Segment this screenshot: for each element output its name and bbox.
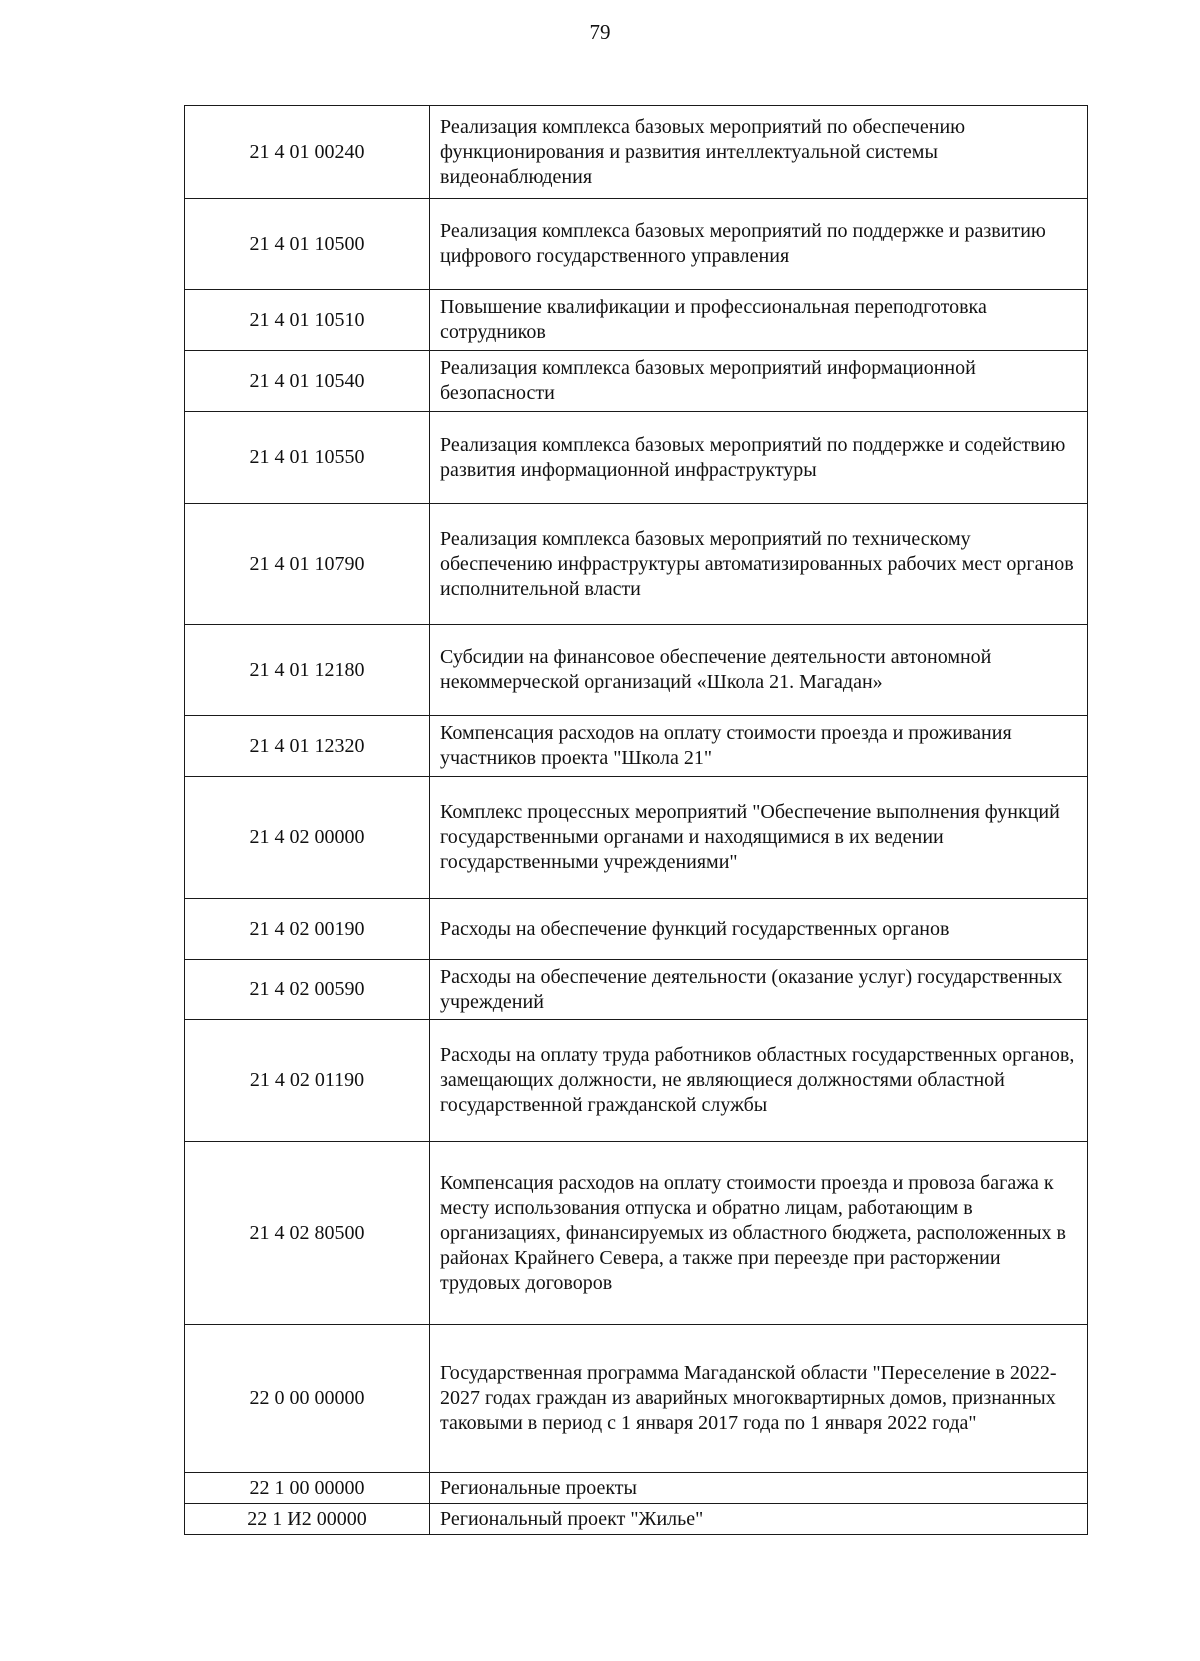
code-cell: 21 4 02 01190 — [185, 1020, 430, 1142]
description-cell: Компенсация расходов на оплату стоимости проезда и провоза багажа к месту использования отпуска и обратно лицам, работающим в организациях, финансируемых из областного бюджета, расположенных в районах Крайнего Севера, а также при переезде при расторжении трудовых договоров — [430, 1142, 1088, 1325]
description-cell: Субсидии на финансовое обеспечение деятельности автономной некоммерческой организаций «Школа 21. Магадан» — [430, 625, 1088, 716]
description-cell: Реализация комплекса базовых мероприятий по поддержке и развитию цифрового государственного управления — [430, 199, 1088, 290]
table-row — [185, 412, 1088, 504]
table-row — [185, 1142, 1088, 1325]
table-row — [185, 106, 1088, 199]
code-cell: 21 4 01 10790 — [185, 504, 430, 625]
description-cell: Расходы на оплату труда работников областных государственных органов, замещающих должности, не являющиеся должностями областной государственной гражданской службы — [430, 1020, 1088, 1142]
table-row — [185, 290, 1088, 351]
code-cell: 21 4 01 10550 — [185, 412, 430, 504]
description-cell: Государственная программа Магаданской области "Переселение в 2022-2027 годах граждан из аварийных многоквартирных домов, признанных таковыми в период с 1 января 2017 года по 1 января 2022 года" — [430, 1325, 1088, 1473]
table-row — [185, 625, 1088, 716]
table-row — [185, 199, 1088, 290]
code-cell: 21 4 02 00190 — [185, 899, 430, 960]
page-number: 79 — [589, 20, 611, 44]
description-cell: Реализация комплекса базовых мероприятий по техническому обеспечению инфраструктуры автоматизированных рабочих мест органов исполнительной власти — [430, 504, 1088, 625]
description-cell: Региональные проекты — [430, 1473, 1088, 1504]
code-cell: 21 4 01 10500 — [185, 199, 430, 290]
code-cell: 21 4 01 10510 — [185, 290, 430, 351]
description-cell: Реализация комплекса базовых мероприятий по обеспечению функционирования и развития интеллектуальной системы видеонаблюдения — [430, 106, 1088, 199]
code-cell: 21 4 01 12320 — [185, 716, 430, 777]
code-cell: 22 1 И2 00000 — [185, 1504, 430, 1535]
table-row — [185, 777, 1088, 899]
table-row — [185, 899, 1088, 960]
description-cell: Расходы на обеспечение функций государственных органов — [430, 899, 1088, 960]
description-cell: Реализация комплекса базовых мероприятий по поддержке и содействию развития информационной инфраструктуры — [430, 412, 1088, 504]
code-cell: 21 4 01 00240 — [185, 106, 430, 199]
description-cell: Расходы на обеспечение деятельности (оказание услуг) государственных учреждений — [430, 960, 1088, 1020]
table-row — [185, 960, 1088, 1020]
description-cell: Реализация комплекса базовых мероприятий информационной безопасности — [430, 351, 1088, 412]
description-cell: Комплекс процессных мероприятий "Обеспечение выполнения функций государственными органами и находящимися в их ведении государственными учреждениями" — [430, 777, 1088, 899]
code-cell: 22 0 00 00000 — [185, 1325, 430, 1473]
budget-code-table — [184, 105, 1088, 1535]
code-cell: 21 4 02 80500 — [185, 1142, 430, 1325]
code-cell: 21 4 01 12180 — [185, 625, 430, 716]
table-row — [185, 1020, 1088, 1142]
table-row — [185, 1473, 1088, 1504]
description-cell: Компенсация расходов на оплату стоимости проезда и проживания участников проекта "Школа 21" — [430, 716, 1088, 777]
code-cell: 21 4 01 10540 — [185, 351, 430, 412]
table-row — [185, 1504, 1088, 1535]
table-row — [185, 504, 1088, 625]
description-cell: Повышение квалификации и профессиональная переподготовка сотрудников — [430, 290, 1088, 351]
code-cell: 21 4 02 00000 — [185, 777, 430, 899]
table-row — [185, 716, 1088, 777]
code-cell: 21 4 02 00590 — [185, 960, 430, 1020]
table-row — [185, 351, 1088, 412]
table-row — [185, 1325, 1088, 1473]
code-cell: 22 1 00 00000 — [185, 1473, 430, 1504]
description-cell: Региональный проект "Жилье" — [430, 1504, 1088, 1535]
